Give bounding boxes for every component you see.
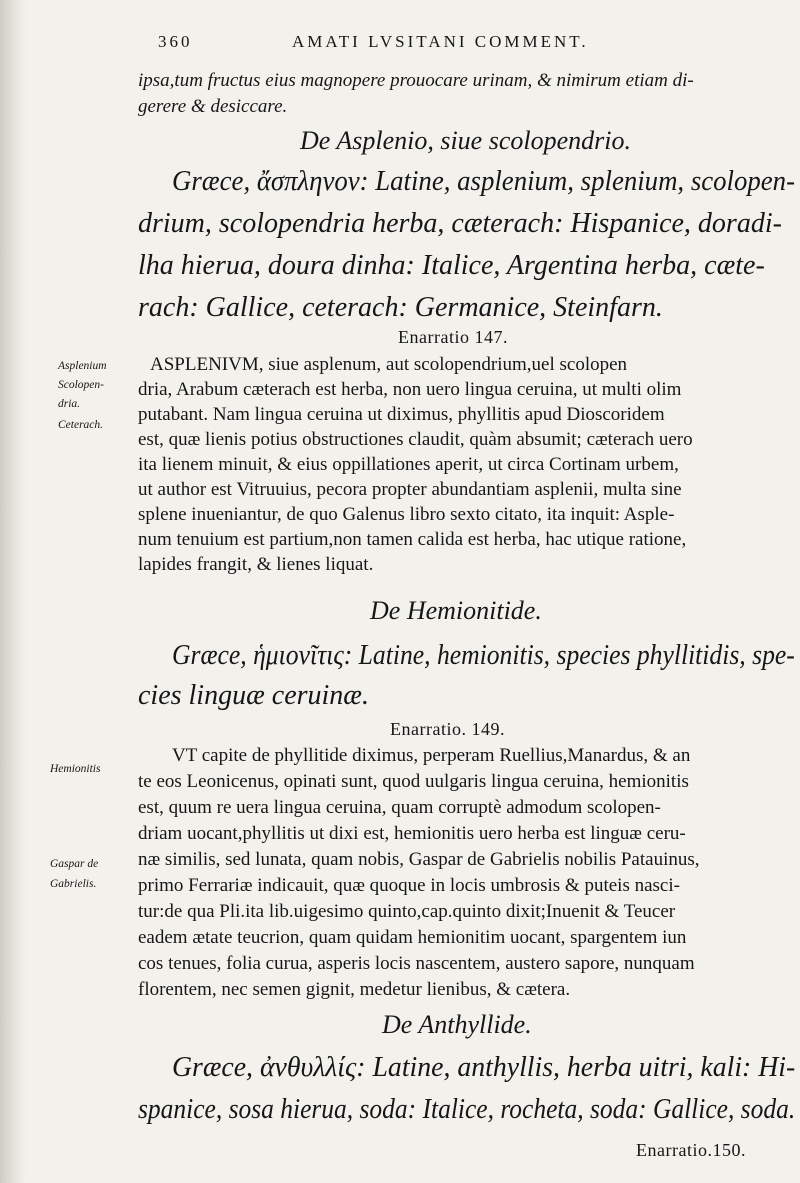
section-heading: De Asplenio, siue scolopendrio. [300,126,631,155]
margin-note: Asplenium [58,360,107,372]
synonym-line: Græce, ἄσπληνον: Latine, asplenium, splenium, scolopen- [172,166,796,197]
text-line: florentem, nec semen gignit, medetur lienibus, & cætera. [138,979,571,1000]
text-line: splene inueniantur, de quo Galenus libro sexto citato, ita inquit: Asple- [138,504,675,525]
text-line: driam uocant,phyllitis ut dixi est, hemionitis uero herba est linguæ ceru- [138,823,686,844]
text-line: te eos Leonicenus, opinati sunt, quod uulgaris lingua ceruina, hemionitis [138,771,689,792]
running-title: AMATI LVSITANI COMMENT. [292,32,589,51]
text-line: ASPLENIVM, siue asplenum, aut scolopendrium,uel scolopen [150,354,628,375]
text-line: VT capite de phyllitide diximus, perperam Ruellius,Manardus, & an [172,745,691,766]
text-line: lapides frangit, & lienes liquat. [138,554,374,575]
synonym-line: Græce, ἀνθυλλίς: Latine, anthyllis, herba uitri, kali: Hi- [172,1052,796,1083]
margin-note: Hemionitis [50,763,101,775]
text-line: dria, Arabum cæterach est herba, non uero lingua ceruina, ut multi olim [138,379,682,400]
gutter-shadow [0,0,26,1183]
margin-note: Scolopen- [58,379,104,391]
text-line: est, quæ lienis potius obstructiones claudit, quàm absumit; cæterach uero [138,429,693,450]
text-line: ipsa,tum fructus eius magnopere prouocare urinam, & nimirum etiam di- [138,70,694,91]
section-heading: De Anthyllide. [382,1010,532,1039]
synonym-line: lha hierua, doura dinha: Italice, Argentina herba, cæte- [138,250,765,281]
section-heading: De Hemionitide. [370,596,542,625]
text-line: num tenuium est partium,non tamen calida est herba, hac utique ratione, [138,529,687,550]
text-line: tur:de qua Pli.ita lib.uigesimo quinto,cap.quinto dixit;Inuenit & Teucer [138,901,676,922]
synonym-line: Græce, ἡμιονῖτις: Latine, hemionitis, species phyllitidis, spe- [172,640,795,671]
margin-note: Gaspar de [50,858,99,870]
text-line: primo Ferrariæ indicauit, quæ quoque in locis umbrosis & puteis nasci- [138,875,680,896]
text-line: est, quum re uera lingua ceruina, quam corruptè admodum scolopen- [138,797,661,818]
enarratio-heading: Enarratio. 149. [390,719,505,739]
text-line: ita lienem minuit, & eius oppillationes aperit, ut circa Cortinam urbem, [138,454,679,475]
synonym-line: cies linguæ ceruinæ. [138,680,369,711]
page-number: 360 [158,32,193,51]
synonym-line: drium, scolopendria herba, cæterach: Hispanice, doradi- [138,208,782,239]
margin-note: Ceterach. [58,419,104,431]
text-line: gerere & desiccare. [138,96,288,117]
text-line: putabant. Nam lingua ceruina ut diximus, phyllitis apud Dioscoridem [138,404,665,425]
synonym-line: rach: Gallice, ceterach: Germanice, Steinfarn. [138,292,663,323]
text-line: ut author est Vitruuius, pecora propter abundantiam asplenii, multa sine [138,479,682,500]
margin-note: dria. [58,398,81,410]
text-line: eadem ætate teucrion, quam quidam hemionitim uocant, spargentem iun [138,927,687,948]
catchword: Enarratio.150. [636,1140,746,1160]
text-line: næ similis, sed lunata, quam nobis, Gaspar de Gabrielis nobilis Patauinus, [138,849,700,870]
synonym-line: spanice, sosa hierua, soda: Italice, rocheta, soda: Gallice, soda. [138,1094,796,1125]
enarratio-heading: Enarratio 147. [398,327,508,347]
text-line: cos tenues, folia curua, asperis locis nascentem, austero sapore, nunquam [138,953,695,974]
margin-note: Gabrielis. [50,878,97,890]
